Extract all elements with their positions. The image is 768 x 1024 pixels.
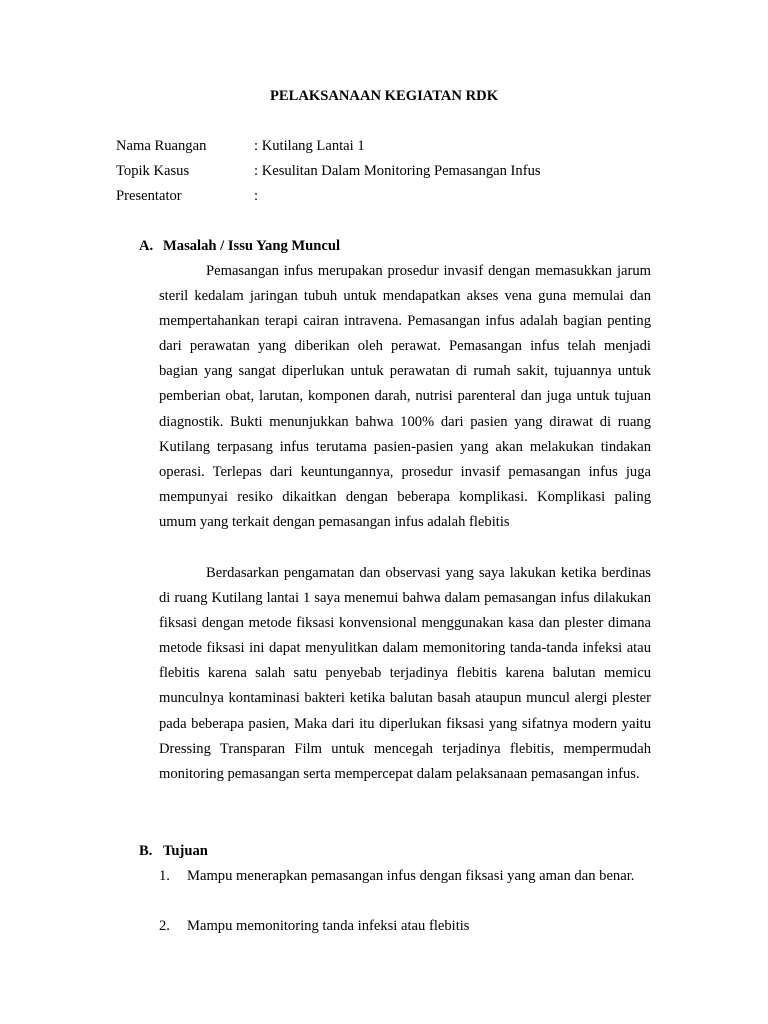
meta-label: Topik Kasus <box>116 163 190 179</box>
meta-value: : <box>254 188 259 204</box>
document-title: PELAKSANAAN KEGIATAN RDK <box>269 88 499 104</box>
list-item <box>159 914 651 939</box>
list-number: 2. <box>159 918 170 934</box>
list-text: Mampu memonitoring tanda infeksi atau flebitis <box>187 918 470 934</box>
meta-label: Nama Ruangan <box>116 138 207 154</box>
meta-label: Presentator <box>116 188 182 204</box>
meta-row-presentator <box>116 188 676 208</box>
section-letter: B. <box>139 843 153 859</box>
section-title: Masalah / Issu Yang Muncul <box>163 238 341 254</box>
meta-row-topik-kasus <box>116 163 676 183</box>
meta-row-nama-ruangan <box>116 138 676 158</box>
paragraph: Pemasangan infus merupakan prosedur invasif dengan memasukkan jarum steril kedalam jaringan tubuh untuk mendapatkan akses vena guna memulai dan mempertahankan terapi cairan intravena. Pemasangan infus adalah bagian penting dari perawatan yang diberikan oleh perawat. Pemasangan infus telah menjadi bagian yang sangat diperlukan untuk perawatan di rumah sakit, tujuannya untuk pemberian obat, larutan, komponen darah, nutrisi parenteral dan juga untuk tujuan diagnostik. Bukti menunjukkan bahwa 100% dari pasien yang dirawat di ruang Kutilang terpasang infus terutama pasien-pasien yang akan melakukan tindakan operasi. Terlepas dari keuntungannya, prosedur invasif pemasangan infus juga mempunyai resiko dikaitkan dengan beberapa komplikasi. Komplikasi paling umum yang terkait dengan pemasangan infus adalah flebitis <box>159 263 651 530</box>
list-item <box>159 864 651 889</box>
section-b-heading <box>139 843 208 860</box>
section-title: Tujuan <box>163 843 208 859</box>
list-number: 1. <box>159 868 170 884</box>
section-letter: A. <box>139 238 154 254</box>
section-a-heading <box>139 238 340 255</box>
paragraph: Berdasarkan pengamatan dan observasi yang saya lakukan ketika berdinas di ruang Kutilang lantai 1 saya menemui bahwa dalam pemasangan infus dilakukan fiksasi dengan metode fiksasi konvensional menggunakan kasa dan plester dimana metode fiksasi ini dapat menyulitkan dalam memonitoring tanda-tanda infeksi atau flebitis karena salah satu penyebab terjadinya flebitis karena balutan memicu munculnya kontaminasi bakteri ketika balutan basah ataupun muncul alergi plester pada beberapa pasien, Maka dari itu diperlukan fiksasi yang sifatnya modern yaitu Dressing Transparan Film untuk mencegah terjadinya flebitis, mempermudah monitoring pemasangan serta mempercepat dalam pelaksanaan pemasangan infus. <box>159 565 651 782</box>
meta-value: : Kesulitan Dalam Monitoring Pemasangan Infus <box>254 163 541 179</box>
list-text: Mampu menerapkan pemasangan infus dengan fiksasi yang aman dan benar. <box>187 868 635 884</box>
meta-value: : Kutilang Lantai 1 <box>254 138 365 154</box>
